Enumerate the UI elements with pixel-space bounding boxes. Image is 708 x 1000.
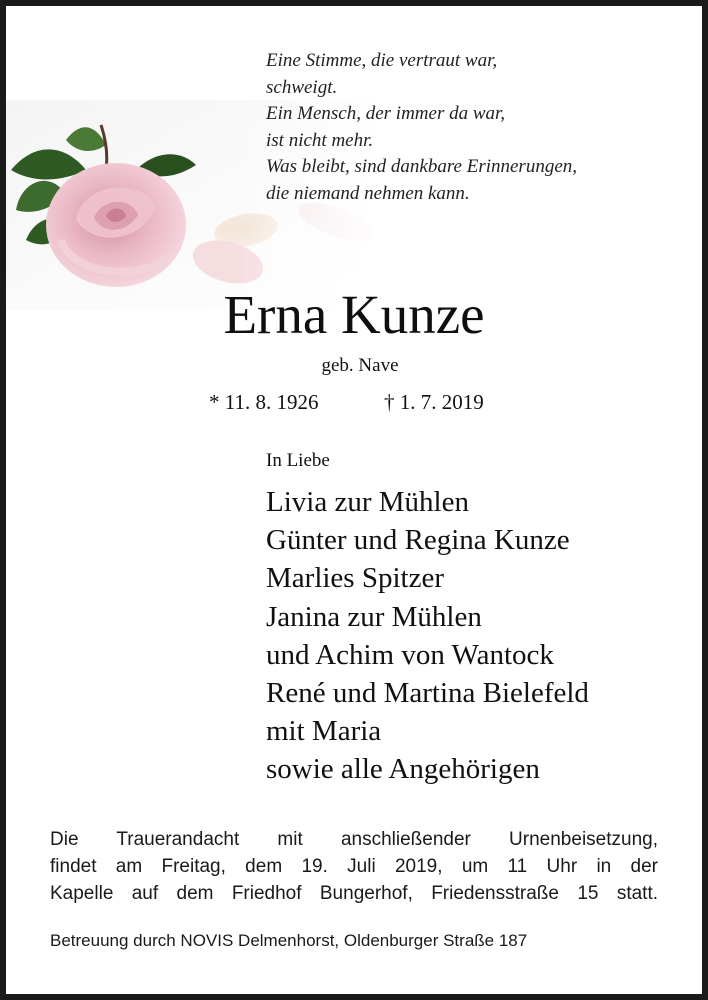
- mourner-name: und Achim von Wantock: [266, 638, 554, 671]
- service-line: Kapelle auf dem Friedhof Bungerhof, Friedensstraße 15 statt.: [50, 883, 658, 904]
- mourner-name: sowie alle Angehörigen: [266, 753, 540, 786]
- service-line: Die Trauerandacht mit anschließender Urnenbeisetzung,: [50, 829, 658, 850]
- service-line: findet am Freitag, dem 19. Juli 2019, um 11 Uhr in der: [50, 856, 658, 877]
- death-date: † 1. 7. 2019: [384, 390, 484, 414]
- poem-line: Eine Stimme, die vertraut war,: [266, 50, 498, 71]
- mourner-name: Janina zur Mühlen: [266, 600, 482, 633]
- poem-line: Was bleibt, sind dankbare Erinnerungen,: [266, 156, 578, 177]
- poem-line: schweigt.: [266, 76, 338, 98]
- deceased-name: Erna Kunze: [223, 284, 485, 345]
- mourner-name: Marlies Spitzer: [266, 562, 444, 595]
- poem-line: die niemand nehmen kann.: [266, 182, 470, 204]
- birth-date: * 11. 8. 1926: [209, 390, 319, 414]
- mourner-name: Günter und Regina Kunze: [266, 524, 570, 557]
- poem-line: ist nicht mehr.: [266, 129, 374, 151]
- maiden-name: geb. Nave: [321, 355, 399, 376]
- mourner-name: René und Martina Bielefeld: [266, 677, 589, 710]
- mourners-list: [266, 483, 589, 789]
- mourners-intro: In Liebe: [266, 450, 330, 471]
- mourner-name: Livia zur Mühlen: [266, 486, 469, 518]
- mourner-name: mit Maria: [266, 715, 382, 748]
- service-notice: [50, 826, 658, 907]
- poem: [266, 48, 577, 207]
- poem-line: Ein Mensch, der immer da war,: [266, 103, 506, 124]
- funeral-home: Betreuung durch NOVIS Delmenhorst, Oldenburger Straße 187: [50, 931, 528, 950]
